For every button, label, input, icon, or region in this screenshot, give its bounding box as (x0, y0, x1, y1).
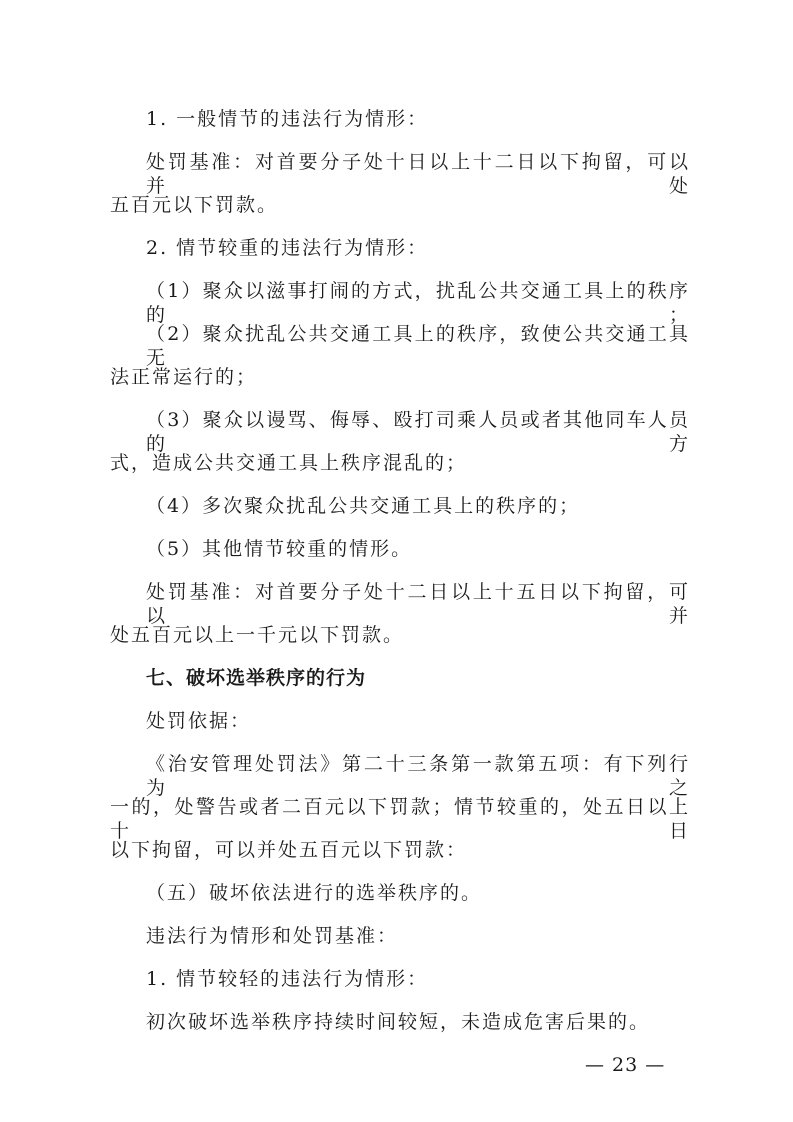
penalty-standard-line-2: 处罚基准：对首要分子处十二日以上十五日以下拘留，可以并 (146, 581, 690, 627)
penalty-standard-line-2-cont: 处五百元以上一千元以下罚款。 (110, 624, 405, 646)
section-heading: 七、破坏选举秩序的行为 (146, 667, 367, 689)
list-item-1: （1）聚众以滋事打闹的方式，扰乱公共交通工具上的秩序的； (146, 280, 690, 326)
list-item-2-cont: 法正常运行的； (110, 366, 258, 388)
penalty-basis-label: 处罚依据： (146, 710, 252, 732)
minor-circumstance-description: 初次破坏选举秩序持续时间较短，未造成危害后果的。 (146, 1011, 651, 1033)
law-citation-line-cont-2: 以下拘留，可以并处五百元以下罚款： (110, 839, 468, 861)
list-item-2: （2）聚众扰乱公共交通工具上的秩序，致使公共交通工具无 (146, 323, 690, 369)
list-item-4: （4）多次聚众扰乱公共交通工具上的秩序的； (146, 495, 581, 517)
page-number: — 23 — (585, 1054, 666, 1076)
circumstances-and-standards-label: 违法行为情形和处罚基准： (146, 925, 399, 947)
penalty-standard-line: 处罚基准：对首要分子处十日以上十二日以下拘留，可以并处 (146, 151, 690, 197)
law-citation-line-cont: 一的，处警告或者二百元以下罚款；情节较重的，处五日以上十日 (110, 796, 690, 842)
law-citation-line: 《治安管理处罚法》第二十三条第一款第五项：有下列行为之 (146, 753, 690, 799)
subsection-general-circumstances: 1. 一般情节的违法行为情形： (146, 108, 429, 130)
subsection-minor-circumstances: 1. 情节较轻的违法行为情形： (146, 968, 429, 990)
law-item-five: （五）破坏依法进行的选举秩序的。 (146, 882, 483, 904)
list-item-5: （5）其他情节较重的情形。 (146, 538, 413, 560)
subsection-serious-circumstances: 2. 情节较重的违法行为情形： (146, 237, 429, 259)
penalty-standard-line-cont: 五百元以下罚款。 (110, 194, 279, 216)
list-item-3: （3）聚众以谩骂、侮辱、殴打司乘人员或者其他同车人员的方 (146, 409, 690, 455)
list-item-3-cont: 式，造成公共交通工具上秩序混乱的； (110, 452, 468, 474)
